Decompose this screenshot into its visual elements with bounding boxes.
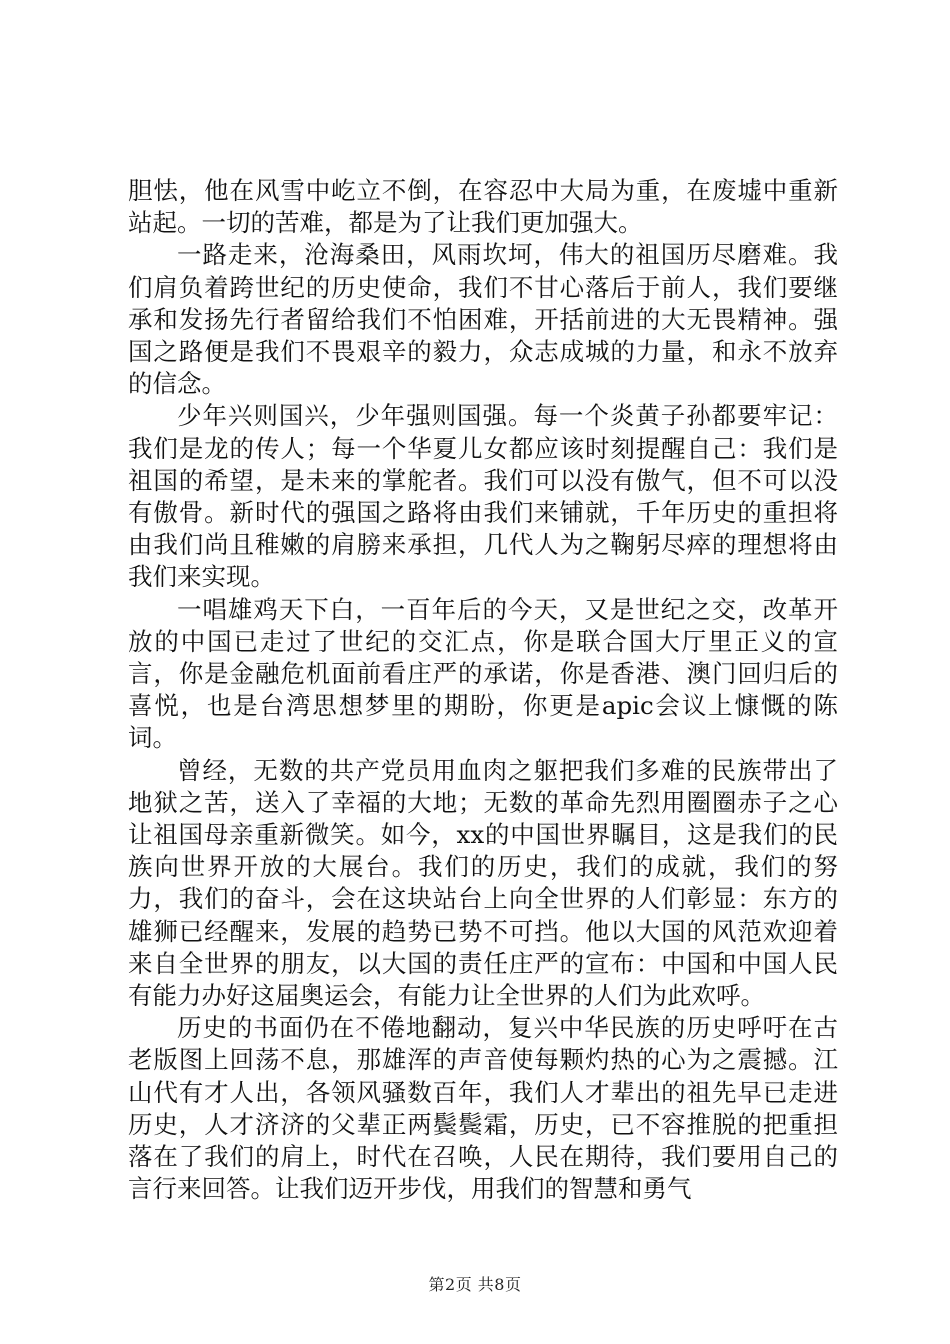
- document-body: [128, 175, 838, 1206]
- paragraph-4: 一唱雄鸡天下白，一百年后的今天，又是世纪之交，改革开放的中国已走过了世纪的交汇点，你是联合国大厅里正义的宣言，你是金融危机面前看庄严的承诺，你是香港、澳门回归后的喜悦，也是台湾思想梦里的期盼，你更是apic会议上慷慨的陈词。: [128, 594, 838, 753]
- paragraph-1: 胆怯，他在风雪中屹立不倒，在容忍中大局为重，在废墟中重新站起。一切的苦难，都是为了让我们更加强大。: [128, 176, 838, 238]
- paragraph-3: 少年兴则国兴，少年强则国强。每一个炎黄子孙都要牢记：我们是龙的传人；每一个华夏儿女都应该时刻提醒自己：我们是祖国的希望，是未来的掌舵者。我们可以没有傲气，但不可以没有傲骨。新时代的强国之路将由我们来铺就，千年历史的重担将由我们尚且稚嫩的肩膀来承担，几代人为之鞠躬尽瘁的理想将由我们来实现。: [128, 401, 838, 592]
- paragraph-2: 一路走来，沧海桑田，风雨坎坷，伟大的祖国历尽磨难。我们肩负着跨世纪的历史使命，我们不甘心落后于前人，我们要继承和发扬先行者留给我们不怕困难，开括前进的大无畏精神。强国之路便是我们不畏艰辛的毅力，众志成城的力量，和永不放弃的信念。: [128, 240, 838, 399]
- page-number-label: 第2页 共8页: [428, 1275, 522, 1294]
- paragraph-5: 曾经，无数的共产党员用血肉之躯把我们多难的民族带出了地狱之苦，送入了幸福的大地；无数的革命先烈用圈圈赤子之心让祖国母亲重新微笑。如今，xx的中国世界瞩目，这是我们的民族向世界开放的大展台。我们的历史，我们的成就，我们的努力，我们的奋斗，会在这块站台上向全世界的人们彰显：东方的雄狮已经醒来，发展的趋势已势不可挡。他以大国的风范欢迎着来自全世界的朋友，以大国的责任庄严的宣布：中国和中国人民有能力办好这届奥运会，有能力让全世界的人们为此欢呼。: [128, 755, 838, 1011]
- page-footer: [0, 1272, 950, 1295]
- paragraph-6: 历史的书面仍在不倦地翻动，复兴中华民族的历史呼吁在古老版图上回荡不息，那雄浑的声音使每颗灼热的心为之震撼。江山代有才人出，各领风骚数百年，我们人才辈出的祖先早已走进历史，人才济济的父辈正两鬓鬓霜，历史，已不容推脱的把重担落在了我们的肩上，时代在召唤，人民在期待，我们要用自己的言行来回答。让我们迈开步伐，用我们的智慧和勇气: [128, 1013, 838, 1204]
